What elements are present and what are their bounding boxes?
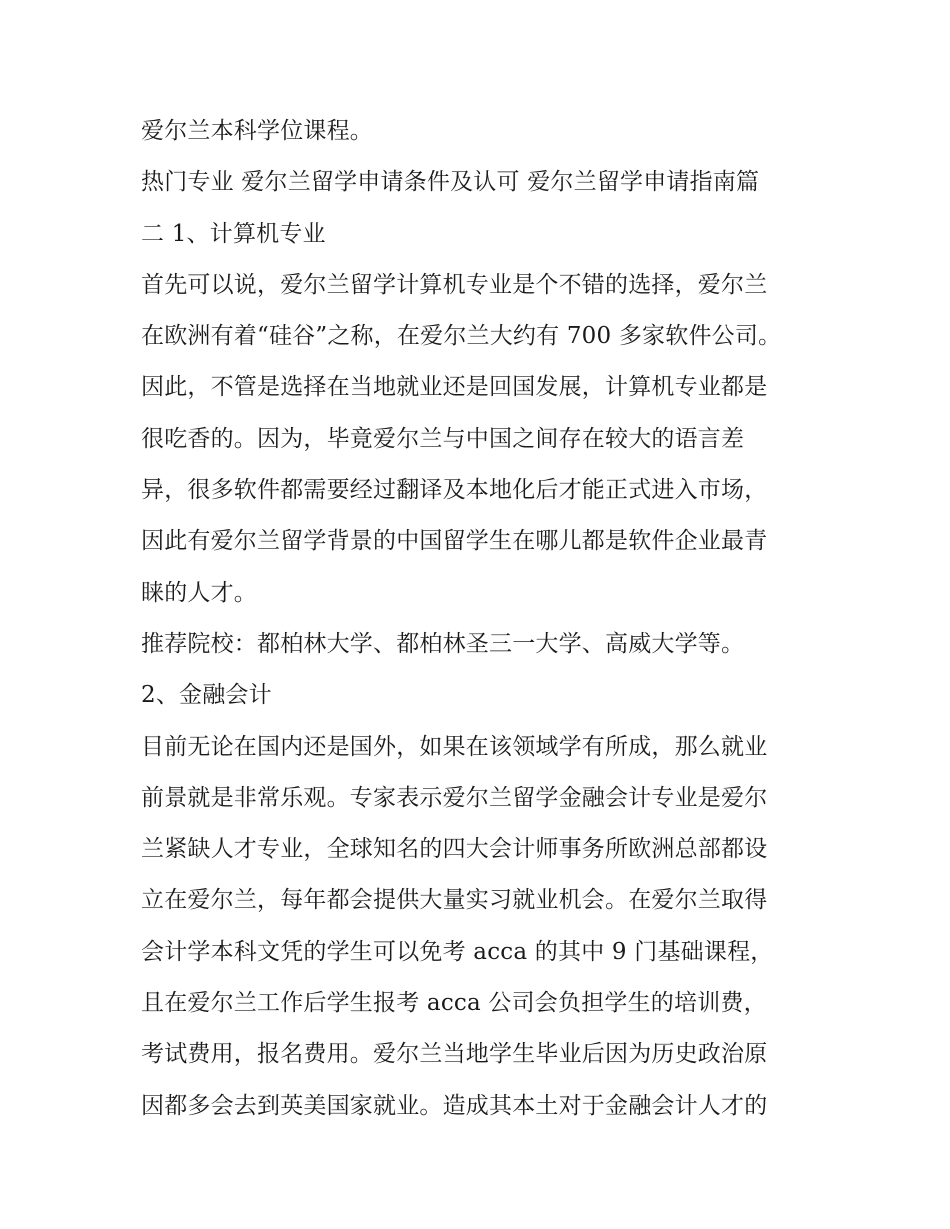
document-body bbox=[141, 106, 821, 1132]
text-line: 在欧洲有着“硅谷”之称，在爱尔兰大约有 700 多家软件公司。 bbox=[141, 323, 782, 350]
section-heading: 二 1、计算机专业 bbox=[141, 220, 326, 247]
text-line: 热门专业 爱尔兰留学申请条件及认可 爱尔兰留学申请指南篇 bbox=[141, 169, 760, 196]
text-line: 首先可以说，爱尔兰留学计算机专业是个不错的选择，爱尔兰 bbox=[141, 271, 768, 298]
text-line: 会计学本科文凭的学生可以免考 acca 的其中 9 门基础课程， bbox=[141, 938, 774, 965]
text-line: 因此有爱尔兰留学背景的中国留学生在哪儿都是软件企业最青 bbox=[141, 528, 768, 555]
text-line: 因此，不管是选择在当地就业还是回国发展，计算机专业都是 bbox=[141, 374, 768, 401]
text-line: 考试费用，报名费用。爱尔兰当地学生毕业后因为历史政治原 bbox=[141, 1041, 768, 1068]
text-line: 且在爱尔兰工作后学生报考 acca 公司会负担学生的培训费， bbox=[141, 990, 767, 1017]
text-line: 睐的人才。 bbox=[141, 579, 257, 606]
text-line: 因都多会去到英美国家就业。造成其本土对于金融会计人才的 bbox=[141, 1092, 768, 1119]
text-line: 目前无论在国内还是国外，如果在该领域学有所成，那么就业 bbox=[141, 733, 768, 760]
text-line: 爱尔兰本科学位课程。 bbox=[141, 118, 373, 144]
text-line: 立在爱尔兰，每年都会提供大量实习就业机会。在爱尔兰取得 bbox=[141, 887, 768, 914]
section-heading: 2、金融会计 bbox=[141, 682, 272, 709]
text-line: 前景就是非常乐观。专家表示爱尔兰留学金融会计专业是爱尔 bbox=[141, 784, 768, 811]
text-line: 兰紧缺人才专业，全球知名的四大会计师事务所欧洲总部都设 bbox=[141, 836, 768, 863]
text-line: 推荐院校：都柏林大学、都柏林圣三一大学、高威大学等。 bbox=[141, 630, 745, 657]
text-line: 很吃香的。因为，毕竟爱尔兰与中国之间存在较大的语言差 bbox=[141, 425, 745, 452]
text-line: 异，很多软件都需要经过翻译及本地化后才能正式进入市场， bbox=[141, 477, 768, 504]
